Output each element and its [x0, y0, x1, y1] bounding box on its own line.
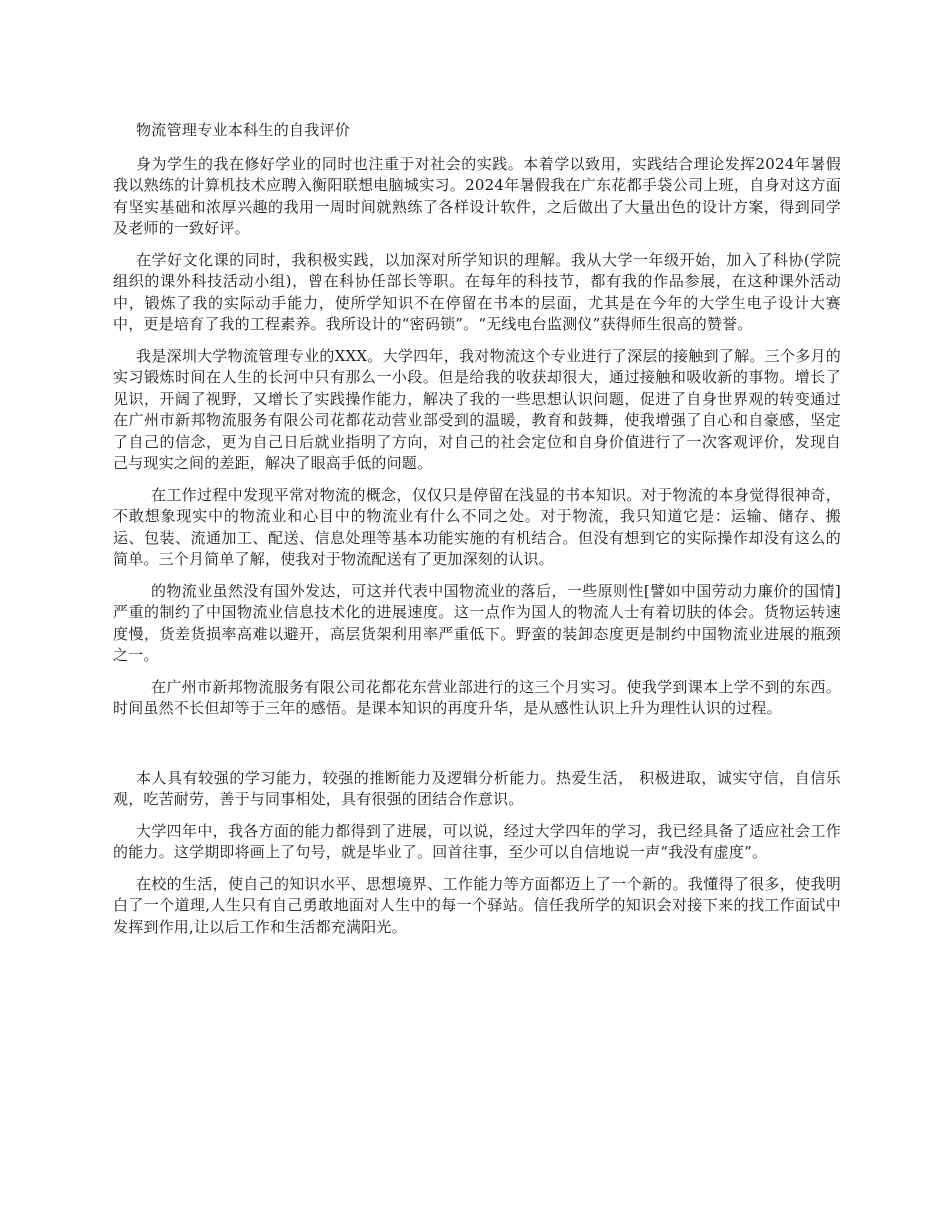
paragraph-study: 在学好文化课的同时，我积极实践，以加深对所学知识的理解。我从大学一年级开始，加入了科协(学院组织的课外科技活动小组)，曾在科协任部长等职。在每年的科技节，都有我的作品参展，在这种课外活动中，锻炼了我的实际动手能力，使所学知识不在停留在书本的层面，尤其是在今年的大学生电子设计大赛中，更是培育了我的工程素养。我所设计的“密码锁”。“无线电台监测仪”获得师生很高的赞誉。	[113, 250, 841, 333]
paragraph-internship-summary: 在广州市新邦物流服务有限公司花都花东营业部进行的这三个月实习。使我学到课本上学不到的东西。时间虽然不长但却等于三年的感悟。是课本知识的再度升华，是从感性认识上升为理性认识的过程。	[113, 677, 841, 717]
paragraph-practice: 身为学生的我在修好学业的同时也注重于对社会的实践。本着学以致用，实践结合理论发挥2024年暑假我以熟练的计算机技术应聘入衡阳联想电脑城实习。2024年暑假我在广东花都手袋公司上班，自身对这方面有坚实基础和浓厚兴趣的我用一周时间就熟练了各样设计软件，之后做出了大量出色的设计方案，得到同学及老师的一致好评。	[113, 154, 841, 237]
paragraph-internship: 我是深圳大学物流管理专业的XXX。大学四年，我对物流这个专业进行了深层的接触到了解。三个多月的实习锻炼时间在人生的长河中只有那么一小段。但是给我的收获却很大，通过接触和吸收新的事物。增长了见识，开阔了视野，又增长了实践操作能力，解决了我的一些思想认识问题，促进了自身世界观的转变通过在广州市新邦物流服务有限公司花都花动营业部受到的温暖，教育和鼓舞，使我增强了自心和自豪感，坚定了自己的信念，更为自己日后就业指明了方向，对自己的社会定位和自身价值进行了一次客观评价，发现自己与现实之间的差距，解决了眼高手低的问题。	[113, 346, 841, 472]
paragraph-campus-life: 在校的生活，使自己的知识水平、思想境界、工作能力等方面都迈上了一个新的。我懂得了很多，使我明白了一个道理,人生只有自己勇敢地面对人生中的每一个驿站。信任我所学的知识会对接下来的找工作面试中发挥到作用,让以后工作和生活都充满阳光。	[113, 874, 841, 936]
paragraph-four-years: 大学四年中，我各方面的能力都得到了进展，可以说，经过大学四年的学习，我已经具备了适应社会工作的能力。这学期即将画上了句号，就是毕业了。回首往事，至少可以自信地说一声“我没有虚度”。	[113, 821, 841, 861]
paragraph-abilities: 本人具有较强的学习能力，较强的推断能力及逻辑分析能力。热爱生活， 积极进取，诚实守信，自信乐观，吃苦耐劳，善于与同事相处，具有很强的团结合作意识。	[113, 768, 841, 808]
paragraph-logistics-industry: 的物流业虽然没有国外发达，可这并代表中国物流业的落后，一些原则性[譬如中国劳动力廉价的国情]严重的制约了中国物流业信息技术化的进展速度。这一点作为国人的物流人士有着切肤的体会。货物运转速度慢，货差货损率高难以避开，高层货架利用率严重低下。野蛮的装卸态度更是制约中国物流业进展的瓶颈之一。	[113, 581, 841, 664]
document-page	[113, 120, 841, 948]
paragraph-logistics-concept: 在工作过程中发现平常对物流的概念，仅仅只是停留在浅显的书本知识。对于物流的本身觉得很神奇，不敢想象现实中的物流业和心目中的物流业有什么不同之处。对于物流，我只知道它是：运输、储存、搬运、包装、流通加工、配送、信息处理等基本功能实施的有机结合。但没有想到它的实际操作却没有这么的简单。三个月简单了解，使我对于物流配送有了更加深刻的认识。	[113, 485, 841, 568]
document-title: 物流管理专业本科生的自我评价	[136, 121, 351, 139]
section-gap	[113, 730, 841, 768]
